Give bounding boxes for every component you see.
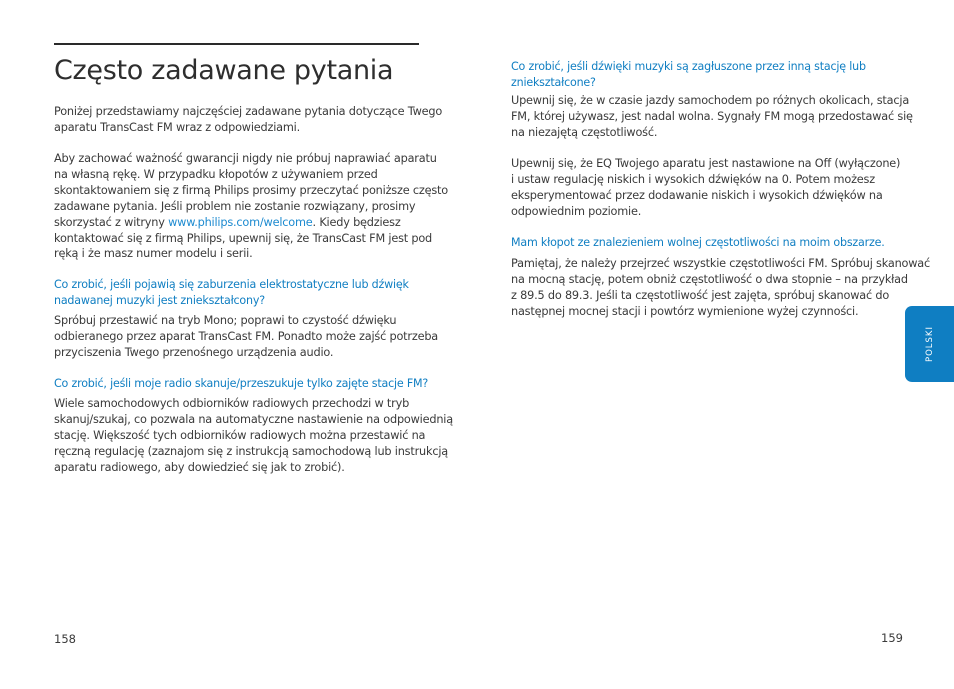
text-line: aparatu radiowego, aby dowiedzieć się jak to zrobić). <box>54 460 345 474</box>
text-line: z 89.5 do 89.3. Jeśli ta częstotliwość jest zajęta, spróbuj skanować do <box>511 288 890 302</box>
faq-answer-3a <box>511 93 913 141</box>
text-line: Aby zachować ważność gwarancji nigdy nie próbuj naprawiać aparatu <box>54 152 437 165</box>
faq-question-1 <box>54 277 409 309</box>
faq-question-4 <box>511 235 885 251</box>
text-line: na własną rękę. W przypadku kłopotów z używaniem przed <box>54 167 378 181</box>
link-suffix: . Kiedy będziesz <box>312 215 401 229</box>
text-line: skanuj/szukaj, co pozwala na automatyczne nastawienie na odpowiednią <box>54 412 453 426</box>
language-tab <box>905 306 954 382</box>
text-line: ręczną regulację (zaznajom się z instrukcją samochodową lub instrukcją <box>54 444 449 458</box>
text-line: stację. Większość tych odbiorników radiowych można przestawić na <box>54 428 426 442</box>
question-line: Mam kłopot ze znalezieniem wolnej częstotliwości na moim obszarze. <box>511 236 885 249</box>
question-line: nadawanej muzyki jest zniekształcony? <box>54 294 265 307</box>
faq-question-2 <box>54 376 428 392</box>
text-line: Pamiętaj, że należy przejrzeć wszystkie częstotliwości FM. Spróbuj skanować <box>511 257 931 270</box>
faq-answer-3b <box>511 156 900 220</box>
text-line: Spróbuj przestawić na tryb Mono; poprawi to czystość dźwięku <box>54 314 397 327</box>
text-line: zadawane pytania. Jeśli problem nie zostanie rozwiązany, prosimy <box>54 199 416 213</box>
text-line: Upewnij się, że EQ Twojego aparatu jest nastawione na Off (wyłączone) <box>511 157 901 170</box>
question-line: Co zrobić, jeśli dźwięki muzyki są zagłuszone przez inną stację lub <box>511 60 866 73</box>
text-line: kontaktować się z firmą Philips, upewnij się, że TransCast FM jest pod <box>54 231 433 245</box>
page-title: Często zadawane pytania <box>54 55 394 86</box>
text-line: ręką i że masz numer modelu i serii. <box>54 247 253 261</box>
text-line: odpowiednim poziomie. <box>511 204 642 218</box>
question-line: zniekształcone? <box>511 76 596 89</box>
page-number-right: 159 <box>881 631 903 645</box>
text-line: następnej mocnej stacji i powtórz wymienione wyżej czynności. <box>511 304 859 318</box>
text-line: FM, której używasz, jest nadal wolna. Sygnały FM mogą przedostawać się <box>511 109 913 123</box>
text-line: na niezajętą częstotliwość. <box>511 125 658 139</box>
faq-answer-4 <box>511 256 930 320</box>
intro-paragraph <box>54 104 442 136</box>
text-line: aparatu TransCast FM wraz z odpowiedziami. <box>54 120 301 134</box>
text-line: Poniżej przedstawiamy najczęściej zadawane pytania dotyczące Twego <box>54 105 443 118</box>
text-line: skontaktowaniem się z firmą Philips prosimy przeczytać poniższe często <box>54 183 448 197</box>
text-line: odbieranego przez aparat TransCast FM. Ponadto może zajść potrzeba <box>54 329 439 343</box>
link-prefix: skorzystać z witryny <box>54 215 169 229</box>
faq-question-3 <box>511 59 866 91</box>
text-line: Upewnij się, że w czasie jazdy samochodem po różnych okolicach, stacja <box>511 94 910 107</box>
faq-answer-2 <box>54 396 453 476</box>
text-line: i ustaw regulację niskich i wysokich dźwięków na 0. Potem możesz <box>511 172 875 186</box>
philips-welcome-link[interactable]: www.philips.com/welcome <box>168 215 313 229</box>
text-line: Wiele samochodowych odbiorników radiowych przechodzi w tryb <box>54 397 410 410</box>
title-rule <box>54 43 419 45</box>
language-tab-label: POLSKI <box>924 325 935 363</box>
question-line: Co zrobić, jeśli moje radio skanuje/przeszukuje tylko zajęte stacje FM? <box>54 377 429 390</box>
page-number-left: 158 <box>54 632 76 646</box>
faq-answer-1 <box>54 313 438 361</box>
text-line <box>54 215 448 231</box>
warranty-paragraph <box>54 151 448 262</box>
text-line: na mocną stację, potem obniż częstotliwość o dwa stopnie – na przykład <box>511 272 908 286</box>
text-line: eksperymentować przez dodawanie niskich i wysokich dźwięków na <box>511 188 883 202</box>
question-line: Co zrobić, jeśli pojawią się zaburzenia elektrostatyczne lub dźwięk <box>54 278 409 291</box>
text-line: przyciszenia Twego przenośnego urządzenia audio. <box>54 345 334 359</box>
